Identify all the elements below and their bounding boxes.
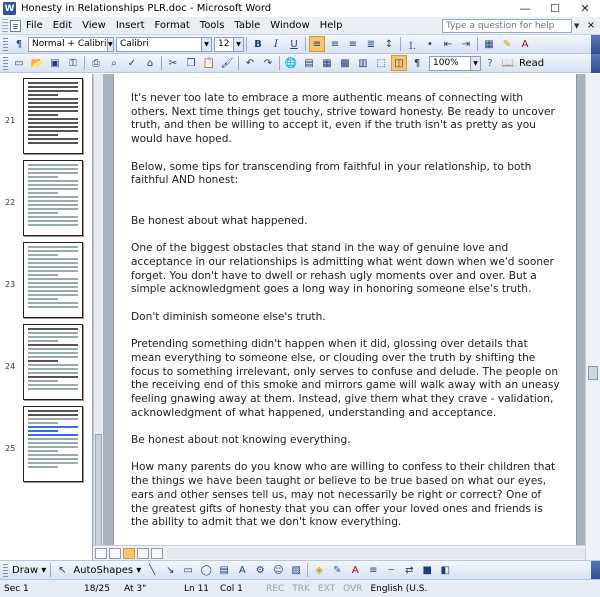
menu-bar	[0, 17, 600, 35]
status-trk[interactable]: TRK	[292, 583, 310, 594]
toolbar-options-icon[interactable]	[591, 561, 600, 580]
permission-icon[interactable]: ⚿	[69, 57, 77, 69]
print-layout-view-button[interactable]	[123, 548, 135, 559]
style-select[interactable]	[28, 37, 114, 52]
picture-icon[interactable]: ▨	[291, 564, 301, 576]
spelling-icon[interactable]: ✓	[127, 57, 137, 69]
thumbnail-pane	[0, 74, 93, 560]
diagram-icon[interactable]: ⚙	[255, 564, 265, 576]
numbering-icon[interactable]: ⒈	[407, 40, 417, 52]
window-title: Honesty in Relationships PLR.doc - Microsoft Word	[21, 3, 272, 14]
drawing-font-color-icon[interactable]: A	[351, 564, 359, 576]
shadow-icon[interactable]: ■	[422, 564, 432, 576]
status-ovr[interactable]: OVR	[343, 583, 363, 594]
underline-button[interactable]: U	[290, 38, 298, 50]
toolbar-grip-handle[interactable]	[3, 564, 8, 577]
horizontal-scroll-track[interactable]	[167, 548, 585, 559]
paragraph-heading[interactable]: Don't diminish someone else's truth.	[131, 310, 326, 323]
align-right-icon[interactable]: ≡	[348, 38, 358, 50]
toolbar-options-icon[interactable]	[591, 54, 600, 73]
web-layout-view-button[interactable]	[109, 548, 121, 559]
format-painter-icon[interactable]: 🖌	[220, 57, 234, 69]
zoom-select[interactable]	[429, 56, 481, 71]
formatting-toolbar	[0, 35, 600, 54]
line-spacing-icon[interactable]: ↕	[384, 38, 394, 50]
chevron-down-icon: ▼	[107, 38, 113, 51]
3d-style-icon[interactable]: ◧	[440, 564, 450, 576]
thumbnail-page[interactable]	[23, 324, 83, 400]
tables-borders-icon[interactable]: ▤	[304, 57, 314, 69]
insert-excel-icon[interactable]: ▩	[340, 57, 350, 69]
help-dropdown-icon[interactable]: ▼	[574, 21, 580, 30]
research-icon[interactable]: ⌂	[146, 57, 154, 69]
close-button[interactable]: ✕	[580, 2, 590, 15]
font-select[interactable]	[116, 37, 212, 52]
toolbar-grip-handle[interactable]	[3, 38, 8, 51]
thumbnail-page[interactable]	[23, 160, 83, 236]
status-page: 18/25	[84, 583, 110, 594]
increase-indent-icon[interactable]: ⇥	[461, 38, 471, 50]
read-button[interactable]: Read	[519, 57, 545, 69]
line-color-icon[interactable]: ✎	[333, 564, 342, 576]
standard-toolbar	[0, 54, 600, 73]
font-size-value: 12	[218, 38, 230, 49]
status-rec[interactable]: REC	[266, 583, 285, 594]
paste-icon[interactable]: 📋	[202, 57, 216, 69]
copy-icon[interactable]: ❐	[186, 57, 196, 69]
status-bar	[0, 579, 600, 597]
menu-view[interactable]: View	[82, 19, 106, 31]
status-column: Col 1	[220, 583, 243, 594]
italic-button[interactable]: I	[274, 38, 278, 50]
paragraph[interactable]: How many parents do you know who are willing to confess to their children that the things we have been taught or believe to be true based on what our eyes, ears and other senses tell us, may not necessarily be right or correct? One of the greatest gifts of honesty that you can offer your loved ones and friends is the ability to admit that we don't know everything.	[131, 461, 556, 529]
bold-button[interactable]: B	[254, 38, 262, 50]
word-app-icon[interactable]: W	[4, 3, 15, 14]
style-value: Normal + Calibri	[32, 38, 107, 49]
autoshapes-menu-button[interactable]: AutoShapes ▾	[73, 564, 142, 576]
paragraph-heading[interactable]: Be honest about not knowing everything.	[131, 434, 351, 447]
show-hide-icon[interactable]: ¶	[413, 57, 421, 69]
help-search-input[interactable]: Type a question for help	[442, 19, 572, 33]
reading-layout-view-button[interactable]	[151, 548, 163, 559]
font-color-icon[interactable]: A	[521, 38, 529, 50]
hyperlink-icon[interactable]: 🌐	[284, 57, 298, 69]
read-icon[interactable]: 📖	[501, 57, 515, 69]
menu-window[interactable]: Window	[270, 19, 310, 31]
thumbnail-page-number: 24	[5, 362, 16, 371]
line-style-icon[interactable]: ≡	[369, 564, 378, 576]
thumbnail-page[interactable]	[23, 242, 83, 318]
toolbar-options-icon[interactable]	[591, 35, 600, 54]
thumbnail-page-number: 23	[5, 280, 16, 289]
thumbnail-page-number: 22	[5, 198, 16, 207]
title-bar	[0, 0, 600, 17]
status-language[interactable]: English (U.S.	[370, 583, 428, 594]
paragraph[interactable]: It's never too late to embrace a more authentic means of connecting with others. Next time things get touchy, strive toward honesty. Be ready to uncover truth, and then be willing to accept it, even if the truth isn't as pretty as you would have hoped.	[131, 92, 555, 146]
font-size-select[interactable]	[214, 37, 244, 52]
minimize-button[interactable]: —	[519, 2, 531, 15]
line-icon[interactable]: ╲	[149, 564, 156, 576]
save-icon[interactable]: ▣	[50, 57, 60, 69]
status-ext[interactable]: EXT	[317, 583, 336, 594]
highlight-icon[interactable]: ✎	[502, 38, 512, 50]
menu-help[interactable]: Help	[319, 19, 343, 31]
chevron-down-icon: ▼	[201, 38, 211, 51]
menu-grip-handle[interactable]	[2, 19, 8, 33]
thumbnail-scrollbar-thumb[interactable]	[95, 434, 102, 554]
document-page[interactable]	[113, 74, 577, 560]
arrow-style-icon[interactable]: ⇄	[405, 564, 414, 576]
toolbar-grip-handle[interactable]	[3, 57, 8, 70]
align-center-icon[interactable]: ≡	[330, 38, 340, 50]
status-line: Ln 11	[184, 583, 210, 594]
arrow-icon[interactable]: ↘	[166, 564, 175, 576]
close-document-button[interactable]: ×	[586, 20, 596, 31]
document-area	[103, 74, 585, 560]
thumbnail-page-number: 21	[5, 116, 16, 125]
thumbnail-page[interactable]	[23, 406, 83, 482]
vertical-scrollbar[interactable]	[585, 74, 600, 560]
clip-art-icon[interactable]: ☺	[273, 564, 284, 576]
justify-icon[interactable]: ≣	[366, 38, 376, 50]
vertical-scrollbar-thumb[interactable]	[588, 366, 598, 380]
menu-tools[interactable]: Tools	[199, 19, 225, 31]
normal-view-button[interactable]	[95, 548, 107, 559]
dash-style-icon[interactable]: ┄	[388, 564, 395, 576]
thumbnail-scrollbar[interactable]	[93, 74, 103, 560]
insert-table-icon[interactable]: ▦	[322, 57, 332, 69]
chevron-down-icon: ▼	[470, 57, 480, 70]
menu-format[interactable]: Format	[154, 19, 190, 31]
menu-edit[interactable]: Edit	[52, 19, 73, 31]
status-section: Sec 1	[4, 583, 29, 594]
cut-icon[interactable]: ✂	[168, 57, 178, 69]
print-icon[interactable]: ⎙	[92, 57, 100, 69]
chevron-down-icon: ▼	[233, 38, 243, 51]
menu-file[interactable]: File	[26, 19, 43, 31]
border-icon[interactable]: ▦	[484, 38, 494, 50]
thumbnail-page[interactable]	[23, 78, 83, 154]
document-map-icon[interactable]: ◫	[391, 55, 407, 71]
horizontal-scrollbar[interactable]	[93, 545, 585, 560]
font-value: Calibri	[120, 38, 149, 49]
menu-insert[interactable]: Insert	[115, 19, 145, 31]
oval-icon[interactable]: ◯	[200, 564, 212, 576]
document-icon[interactable]	[10, 20, 21, 32]
zoom-value: 100%	[433, 57, 459, 68]
draw-menu-button[interactable]: Draw ▾	[12, 564, 47, 576]
rectangle-icon[interactable]: ▭	[183, 564, 193, 576]
help-icon[interactable]: ?	[487, 57, 493, 69]
select-objects-icon[interactable]: ↖	[58, 564, 67, 576]
status-at: At 3"	[124, 583, 147, 594]
drawing-icon[interactable]: ⬚	[376, 57, 386, 69]
new-document-icon[interactable]: ▭	[14, 57, 24, 69]
drawing-toolbar	[0, 560, 600, 579]
styles-icon[interactable]: ¶	[15, 38, 23, 50]
menu-table[interactable]: Table	[234, 19, 261, 31]
print-preview-icon[interactable]: ⌕	[111, 57, 117, 69]
paragraph[interactable]: Pretending something didn't happen when it did, glossing over details that mean everything to someone else, or clouding over the truth by shifting the focus to something irrelevant, only serves to confuse and delude. The people on the receiving end of this smoke and mirrors game will walk away with an uneasy feeling gnawing away at them. Instead, give them what they crave - validation, acknowledgment of what happened, understanding and acceptance.	[131, 338, 560, 419]
paragraph[interactable]: Below, some tips for transcending from faithful in your relationship, to both faithful AND honest:	[131, 160, 532, 187]
outline-view-button[interactable]	[137, 548, 149, 559]
fill-color-icon[interactable]: ◈	[315, 564, 324, 576]
redo-icon[interactable]: ↷	[263, 57, 273, 69]
decrease-indent-icon[interactable]: ⇤	[443, 38, 453, 50]
paragraph-heading[interactable]: Be honest about what happened.	[131, 214, 308, 227]
bullets-icon[interactable]: •	[427, 38, 433, 50]
maximize-button[interactable]: ☐	[550, 2, 560, 15]
undo-icon[interactable]: ↶	[245, 57, 255, 69]
columns-icon[interactable]: ▥	[358, 57, 368, 69]
thumbnail-page-number: 25	[5, 444, 16, 453]
wordart-icon[interactable]: A	[238, 564, 246, 576]
open-folder-icon[interactable]: 📂	[30, 57, 44, 69]
paragraph[interactable]: One of the biggest obstacles that stand in the way of genuine love and acceptance in our relationships is admitting what went down when we'd sooner forget. You don't have to dwell or rehash ugly moments over and over. But a simple acknowledgment goes a long way in honoring someone else's truth.	[131, 242, 554, 296]
text-box-icon[interactable]: ▤	[219, 564, 229, 576]
align-left-icon[interactable]: ≡	[309, 36, 325, 52]
workspace	[0, 74, 600, 560]
